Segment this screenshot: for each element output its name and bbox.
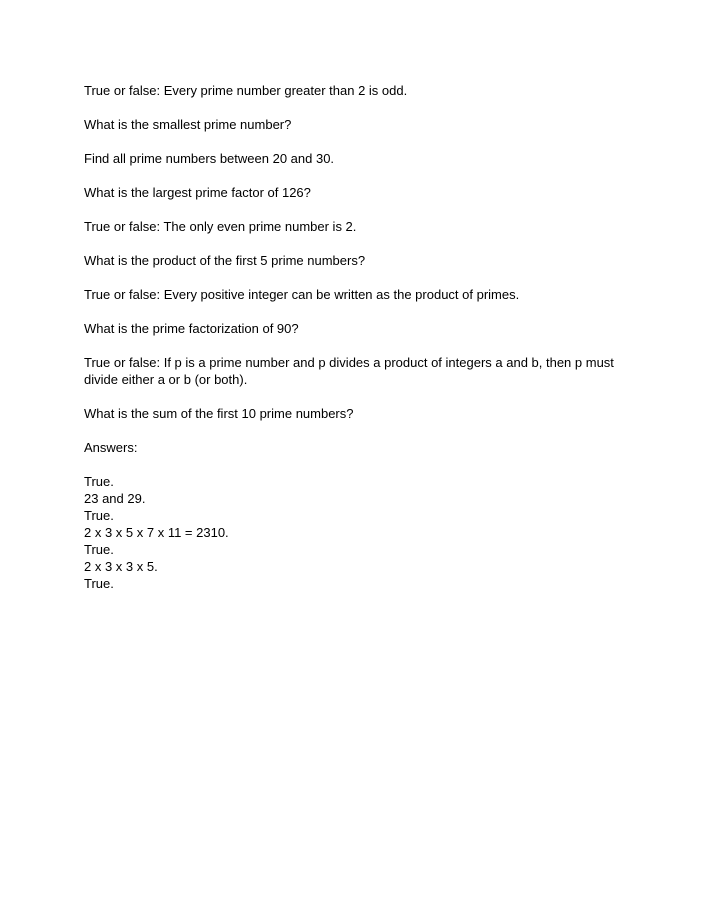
question: True or false: If p is a prime number and p divides a product of integers a and b, then p must divide either a or b (or both). xyxy=(84,355,614,387)
answer-line: True. xyxy=(84,474,114,489)
answer-line: True. xyxy=(84,542,114,557)
question: What is the product of the first 5 prime numbers? xyxy=(84,253,366,268)
answer-line: 2 x 3 x 3 x 5. xyxy=(84,559,158,574)
document-page xyxy=(84,82,624,592)
answer-line: True. xyxy=(84,508,114,523)
answer-line: 2 x 3 x 5 x 7 x 11 = 2310. xyxy=(84,525,229,540)
question: True or false: Every prime number greater than 2 is odd. xyxy=(84,83,408,98)
answers-list xyxy=(84,473,624,592)
question: What is the largest prime factor of 126? xyxy=(84,185,311,200)
question: True or false: Every positive integer can be written as the product of primes. xyxy=(84,287,520,302)
question: What is the prime factorization of 90? xyxy=(84,321,299,336)
question: Find all prime numbers between 20 and 30. xyxy=(84,151,335,166)
answers-heading: Answers: xyxy=(84,440,138,455)
question: What is the sum of the first 10 prime numbers? xyxy=(84,406,354,421)
answer-line: 23 and 29. xyxy=(84,491,146,506)
question: What is the smallest prime number? xyxy=(84,117,292,132)
answer-line: True. xyxy=(84,576,114,591)
question: True or false: The only even prime number is 2. xyxy=(84,219,357,234)
